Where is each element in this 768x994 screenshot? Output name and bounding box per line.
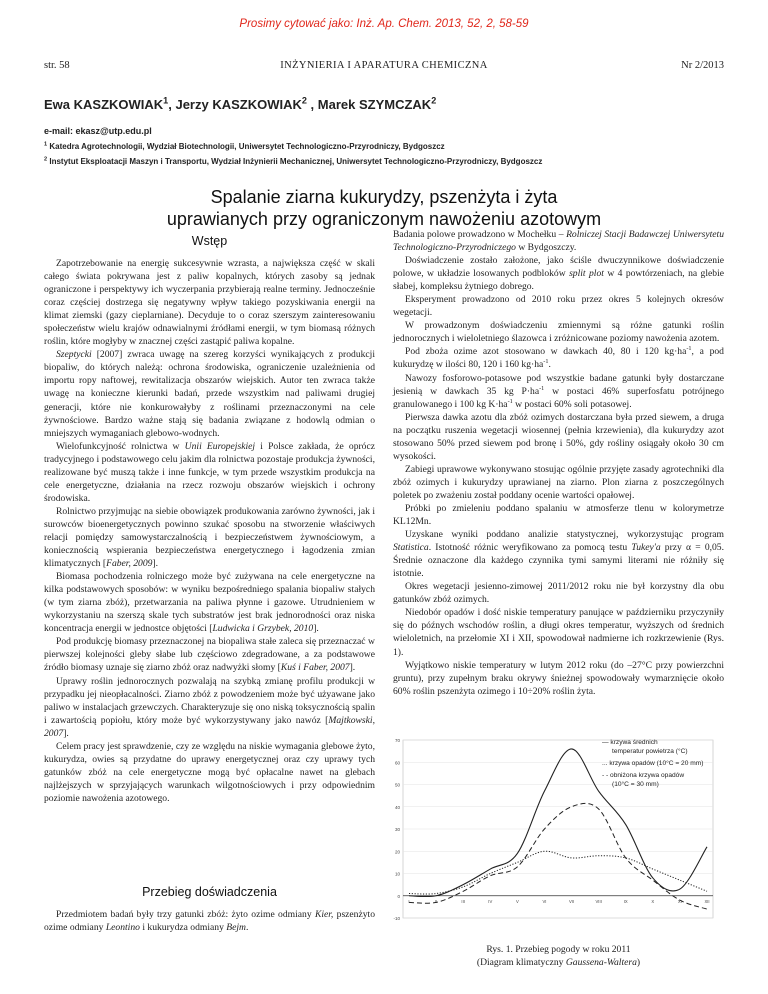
x-tick-label: XI <box>677 898 682 904</box>
x-tick-label: VI <box>542 898 547 904</box>
affiliation-2: $^2$ Instytut Eksploatacji Maszyn i Transportu, Wydział Inżynierii Mechanicznej, Uniwersytet Technologiczno-Przyrodniczy, Bydgoszcz <box>44 156 543 166</box>
y-tick-label: 10 <box>394 871 400 877</box>
legend-entry: - - obniżona krzywa opadów <box>602 772 685 779</box>
series-line-dashed <box>409 803 710 909</box>
page-number: str. 58 <box>44 60 70 71</box>
y-tick-label: 20 <box>394 849 400 855</box>
running-header: INŻYNIERIA I APARATURA CHEMICZNA <box>280 60 488 71</box>
chart-plot <box>393 738 713 921</box>
legend-entry: — krzywa średnich <box>602 739 658 746</box>
issue-number: Nr 2/2013 <box>681 60 724 71</box>
section-heading-course: Przebieg doświadczenia <box>142 885 277 899</box>
legend-entry: temperatur powietrza (°C) <box>612 748 688 755</box>
y-tick-label: 0 <box>397 893 400 899</box>
section-heading-intro: Wstęp <box>191 234 228 248</box>
legend-entry: ... krzywa opadów (10°C = 20 mm) <box>602 760 704 767</box>
figure-caption: Rys. 1. Przebieg pogody w roku 2011 (Diagram klimatyczny Gaussena-Waltera) <box>476 944 641 968</box>
climate-chart <box>388 732 728 932</box>
x-tick-label: X <box>651 898 655 904</box>
article-title: Spalanie ziarna kukurydzy, pszenżyta i żyta uprawianych przy ograniczonym nawożeniu azotowym <box>166 187 602 229</box>
x-tick-label: IX <box>623 898 628 904</box>
x-tick-label: VIII <box>595 898 602 904</box>
x-tick-label: VII <box>568 898 575 904</box>
citation-line: Prosimy cytować jako: Inż. Ap. Chem. 2013, 52, 2, 58-59 <box>239 18 529 30</box>
y-tick-label: 60 <box>394 760 400 766</box>
x-tick-label: IV <box>488 898 493 904</box>
contact-email: e-mail: ekasz@utp.edu.pl <box>44 126 152 136</box>
y-tick-label: 50 <box>394 782 400 788</box>
x-tick-label: XII <box>704 898 710 904</box>
affiliation-1: $^1$ Katedra Agrotechnologii, Wydział Biotechnologii, Uniwersytet Technologiczno-Przyrodniczy, Bydgoszcz <box>44 141 445 151</box>
left-column-text: Zapotrzebowanie na energię sukcesywnie wzrasta, a największa część w skali całego świata pokrywana jest z paliw kopalnych, których zasoby są jednak ograniczone i perspektywy ich wyczerpania przybierają realne terminy. Jednocześnie coraz częściej dostrzega się negatywny wpływ takiego pozyskiwania energii na klimat ziemski (gazy cieplarniane). Decyduje to o coraz szerszym zainteresowaniu społeczeństw wielu krajów odnawialnymi źródłami energii, w tym biomasą różnych roślin, które mogłyby w znacznej części zastąpić paliwa kopalne. Szeptycki [2007] zwraca uwagę na szereg korzyści wynikających z produkcji biopaliw, do których należą: ochrona środowiska, ograniczenie uzależnienia od importu ropy naftowej, rewitalizacja obszarów wiejskich. Autor ten zwraca także uwagę na konieczne kierunki badań, przede wszystkim nad paliwami drugiej generacji, które nie konkurowałyby z roślinami przeznaczonymi na cele żywnościowe. Bardzo ważne stają się badania związane z hodowlą odmian o mniejszych wymaganiach glebowo-wodnych. Wielofunkcyjność rolnictwa w Unii Europejskiej i Polsce zakłada, że oprócz tradycyjnego i podstawowego celu jakim dla rolnictwa pozostaje produkcja żywności, realizowane być muszą także i inne funkcje, w tym przede wszystkim produkcja na cele energetyczne, działania na rzecz rozwoju obszarów wiejskich i ochrony środowiska. Rolnictwo przyjmując na siebie obowiązek produkowania zarówno żywności, jak i surowców bioenergetycznych powinno szukać sposobu na stworzenie właściwych relacji pomiędzy samowystarczalnością i bezpieczeństwem żywnościowym, a koniecznością wspierania bezpieczeństwa energetycznego i łagodzenia zmian klimatycznych [Faber, 2009]. Biomasa pochodzenia rolniczego może być zużywana na cele energetyczne na kilka podstawowych sposobów: w wyniku bezpośredniego spalania biopaliw stałych (w tym ziarna zbóż), przetwarzania na paliwa płynne i gazowe. Utrudnieniem w wykorzystaniu na szerszą skale tych substratów jest brak jednorodności oraz niska koncentracja energii w jednostce objętości [Ludwicka i Grzybek, 2010]. Pod produkcję biomasy przeznaczonej na biopaliwa stałe zaleca się przeznaczać w pierwszej kolejności gleby słabe lub częściowo zdegradowane, a za podstawowe źródło biomasy uznaje się ziarno zbóż oraz nadwyżki słomy [Kuś i Faber, 2007]. Uprawy roślin jednorocznych pozwalają na szybką zmianę profilu produkcji w przypadku jej nieopłacalności. Ziarno zbóż z powodzeniem może być użyawane jako paliwo w instalacjach grzewczych. Charakteryzuje się ono niską toksycznością spalin i zawartością popiołu, który może być wykorzystywany jako nawóz [Majtkowski, 2007]. Celem pracy jest sprawdzenie, czy ze względu na niskie wymagania glebowe żyto, kukurydza, owies są przydatne do uprawy energetycznej oraz czy uprawy tych gatunków zbóż na cele energetyczne mogą być opłacalne nawet na glebach najlżejszych w sprzyjających warunkach wilgotnościowych i przy odpowiednim poziomie nawożenia azotowego. <box>44 258 375 804</box>
x-tick-label: II <box>434 898 438 904</box>
y-tick-label: 70 <box>394 738 400 743</box>
right-column-text: Badania polowe prowadzono w Mochełku – Rolniczej Stacji Badawczej Uniwersytetu Technologiczno-Przyrodniczego w Bydgoszczy. Doświadczenie zostało założone, jako ściśle dwuczynnikowe doświadczenie polowe, w układzie losowanych podbloków split plot w 4 powtórzeniach, na glebie słabej, kompleksu żytniego dobrego. Eksperyment prowadzono od 2010 roku przez okres 5 kolejnych okresów wegetacji. W prowadzonym doświadczeniu zmiennymi są różne gatunki roślin jednorocznych i wieloletniego ślazowca i zróżnicowane poziomy nawożenia azotem. Pod zboża ozime azot stosowano w dawkach 40, 80 i 120 $kg\cdot ha^{-1}$, a pod kukurydzę w ilości 80, 120 i 160 $kg\cdot ha^{-1}$. Nawozy fosforowo-potasowe pod wszystkie badane gatunki były dostarczane jesienią w dawkach 35 kg $P\cdot ha^{-1}$ w postaci 46% superfosfatu potrójnego granulowanego i 100 kg $K\cdot ha^{-1}$ w postaci 60% soli potasowej. Pierwsza dawka azotu dla zbóż ozimych dostarczana była przed siewem, a druga na początku ruszenia wegetacji wiosennej (pełnia krzewienia), dla kukurydzy azot stosowano 50% przed siewem pod bronę i 50%, gdy rośliny osiągały około 30 cm wysokości. Zabiegi uprawowe wykonywano stosując ogólnie przyjęte zasady agrotechniki dla zbóż ozimych i kukurydzy uprawianej na ziarno. Plon ziarna z poszczególnych poletek po zważeniu został poddany ocenie wartości opałowej. Próbki po zmieleniu poddano spalaniu w atmosferze tlenu w kolorymetrze KL12Mn. Uzyskane wyniki poddano analizie statystycznej, wykorzystując program Statistica. Istotność różnic weryfikowano za pomocą testu Tukey'a przy α = 0,05. Średnie oznaczone dla każdego czynnika tymi samymi literami nie różniły się istotnie. Okres wegetacji jesienno-zimowej 2011/2012 roku nie był korzystny dla obu gatunków zbóż ozimych. Niedobór opadów i dość niskie temperatury panujące w październiku przyczyniły się do późnych wschodów roślin, a długi okres temperatur, wyższych od średnich wieloletnich, na przełomie XI i XII, spowodował nadmierne ich rozkrzewienie (Rys. 1). Wyjątkowo niskie temperatury w lutym 2012 roku (do –27°C przy powierzchni gruntu), przy zupełnym braku okrywy śnieżnej spowodowały wymarznięcie około 60% roślin pszenżyta ozimego i 10÷20% roślin żyta. <box>393 229 725 697</box>
x-tick-label: V <box>515 898 519 904</box>
x-tick-label: I <box>408 898 410 904</box>
legend-entry: (10°C = 30 mm) <box>612 781 659 788</box>
author-list: Ewa KASZKOWIAK$^1$, Jerzy KASZKOWIAK$^2$ , Marek SZYMCZAK$^2$ <box>44 95 437 112</box>
left-column-text-2: Przedmiotem badań były trzy gatunki zbóż: żyto ozime odmiany Kier, pszenżyto ozime odmiany Leontino i kukurydza odmiany Bejm. <box>44 909 376 934</box>
x-tick-label: III <box>461 898 465 904</box>
y-tick-label: 30 <box>394 827 400 832</box>
y-tick-label: 40 <box>394 804 400 810</box>
y-tick-label: -10 <box>393 916 400 921</box>
